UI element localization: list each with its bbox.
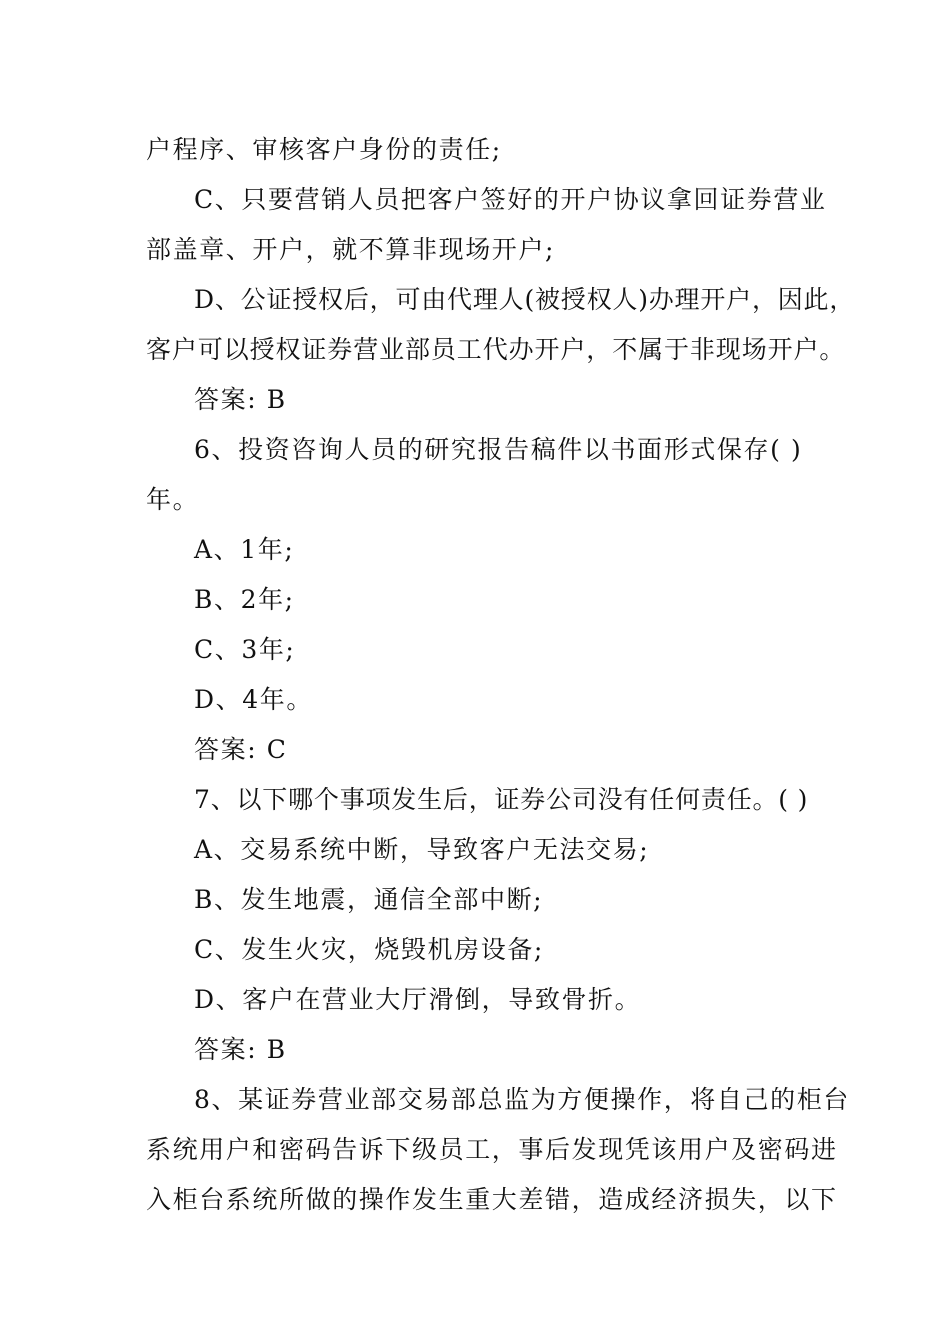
option-b-line: B、发生地震，通信全部中断; <box>194 885 544 914</box>
option-d-line: D、公证授权后，可由代理人(被授权人)办理开户，因此， <box>194 285 856 314</box>
option-b-line: B、2年; <box>194 585 295 614</box>
option-c-line: C、3年; <box>194 635 296 664</box>
option-d-line: D、4年。 <box>194 685 313 714</box>
text-line: 客户可以授权证券营业部员工代办开户，不属于非现场开户。 <box>146 335 846 364</box>
option-a-line: A、交易系统中断，导致客户无法交易; <box>194 835 650 864</box>
option-a-line: A、1年; <box>194 535 295 564</box>
text-line: 年。 <box>146 485 200 514</box>
question-7-line: 7、以下哪个事项发生后，证券公司没有任何责任。( ) <box>194 785 809 814</box>
text-line: 户程序、审核客户身份的责任; <box>146 135 502 164</box>
text-line: 入柜台系统所做的操作发生重大差错，造成经济损失，以下 <box>146 1185 838 1214</box>
question-8-line: 8、某证券营业部交易部总监为方便操作，将自己的柜台 <box>194 1085 850 1114</box>
question-6-line: 6、投资咨询人员的研究报告稿件以书面形式保存( ) <box>194 435 803 464</box>
answer-line: 答案: B <box>194 1035 287 1064</box>
answer-line: 答案: B <box>194 385 287 414</box>
option-c-line: C、只要营销人员把客户签好的开户协议拿回证券营业 <box>194 185 827 214</box>
answer-line: 答案: C <box>194 735 288 764</box>
text-line: 系统用户和密码告诉下级员工，事后发现凭该用户及密码进 <box>146 1135 838 1164</box>
text-line: 部盖章、开户，就不算非现场开户; <box>146 235 556 264</box>
option-c-line: C、发生火灾，烧毁机房设备; <box>194 935 544 964</box>
option-d-line: D、客户在营业大厅滑倒，导致骨折。 <box>194 985 642 1014</box>
